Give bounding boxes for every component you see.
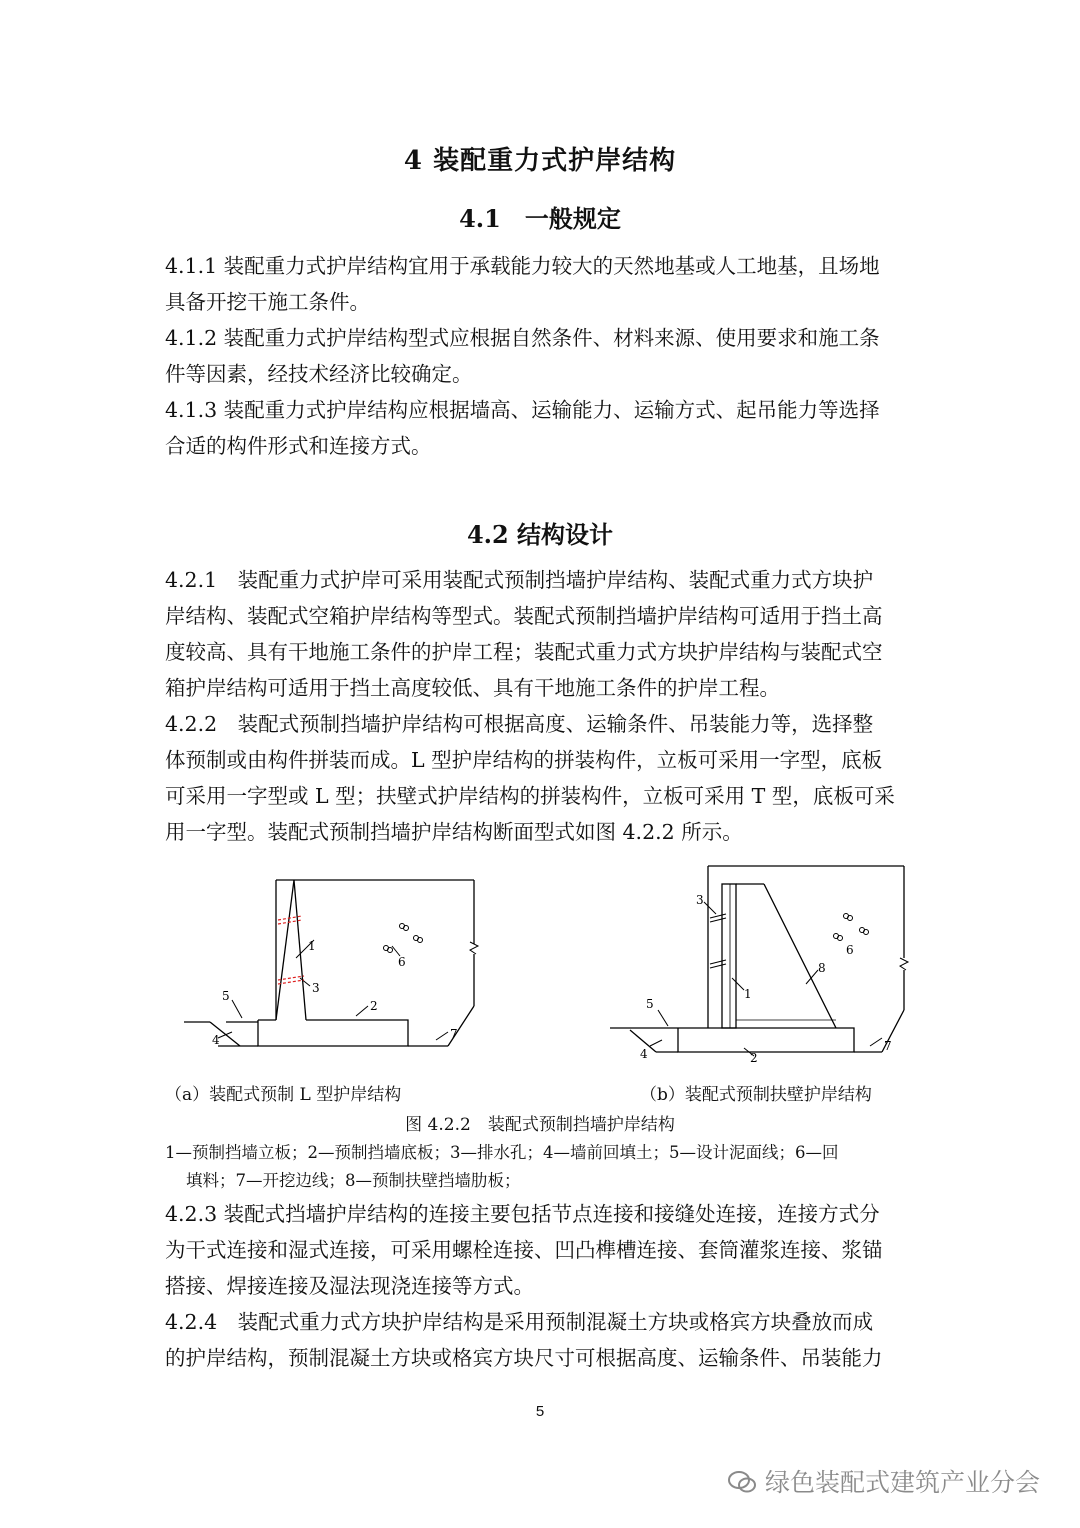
para-4-2-2-line1: 4.2.2 装配式预制挡墙护岸结构可根据高度、运输条件、吊装能力等，选择整 [165,712,874,736]
fig-b-label-1: 1 [744,987,752,1001]
fig-b-label-2: 2 [750,1051,758,1065]
section-4-2-title: 4.2 结构设计 [466,520,614,549]
figure-caption-a: （a）装配式预制 L 型护岸结构 [165,1085,402,1105]
para-4-1-3-line1: 4.1.3 装配重力式护岸结构应根据墙高、运输能力、运输方式、起吊能力等选择 [165,398,880,422]
page-number: 5 [535,1403,545,1420]
para-4-2-1-line4: 箱护岸结构可适用于挡土高度较低、具有干地施工条件的护岸工程。 [165,676,780,700]
fig-a-label-3: 3 [312,981,320,995]
figure-legend-line1: 1—预制挡墙立板；2—预制挡墙底板；3—排水孔；4—墙前回填土；5—设计泥面线；6—回 [165,1143,839,1162]
para-4-2-4-line2: 的护岸结构，预制混凝土方块或格宾方块尺寸可根据高度、运输条件、吊装能力 [165,1346,883,1370]
figure-legend-line2: 填料；7—开挖边线；8—预制扶壁挡墙肋板； [186,1171,521,1190]
fig-b-label-8: 8 [818,961,826,975]
fig-a-label-4: 4 [212,1033,220,1047]
section-4-1-title: 4.1 一般规定 [459,204,621,233]
figure-a-l-type-wall [170,860,490,1060]
fig-a-label-7: 7 [450,1027,458,1041]
para-4-2-3-line1: 4.2.3 装配式挡墙护岸结构的连接主要包括节点连接和接缝处连接，连接方式分 [165,1202,880,1226]
figure-caption-b: （b）装配式预制扶壁护岸结构 [640,1085,872,1105]
fig-b-label-6: 6 [846,943,854,957]
para-4-2-2-line2: 体预制或由构件拼装而成。L 型护岸结构的拼装构件，立板可采用一字型，底板 [165,748,883,772]
fig-a-label-1: 1 [308,939,316,953]
para-4-2-3-line3: 搭接、焊接连接及湿法现浇连接等方式。 [165,1274,534,1298]
fig-b-label-4: 4 [640,1047,648,1061]
fig-a-label-5: 5 [222,989,230,1003]
para-4-2-2-line4: 用一字型。装配式预制挡墙护岸结构断面型式如图 4.2.2 所示。 [165,820,743,844]
para-4-1-2-line2: 件等因素，经技术经济比较确定。 [165,362,473,386]
fig-b-label-3: 3 [696,893,704,907]
figure-title: 图 4.2.2 装配式预制挡墙护岸结构 [405,1115,675,1135]
watermark-text: 绿色装配式建筑产业分会 [764,1468,1040,1497]
para-4-2-3-line2: 为干式连接和湿式连接，可采用螺栓连接、凹凸榫槽连接、套筒灌浆连接、浆锚 [165,1238,883,1262]
para-4-2-1-line2: 岸结构、装配式空箱护岸结构等型式。装配式预制挡墙护岸结构可适用于挡土高 [165,604,883,628]
fig-a-label-2: 2 [370,999,378,1013]
para-4-1-1-line2: 具备开挖干施工条件。 [165,290,370,314]
figure-b-counterfort-wall [600,860,920,1065]
para-4-2-1-line1: 4.2.1 装配重力式护岸可采用装配式预制挡墙护岸结构、装配式重力式方块护 [165,568,874,592]
para-4-1-3-line2: 合适的构件形式和连接方式。 [165,434,432,458]
para-4-2-4-line1: 4.2.4 装配式重力式方块护岸结构是采用预制混凝土方块或格宾方块叠放而成 [165,1310,874,1334]
fig-b-label-5: 5 [646,997,654,1011]
wechat-icon [727,1470,757,1494]
para-4-1-2-line1: 4.1.2 装配重力式护岸结构型式应根据自然条件、材料来源、使用要求和施工条 [165,326,880,350]
fig-a-label-6: 6 [398,955,406,969]
para-4-1-1-line1: 4.1.1 装配重力式护岸结构宜用于承载能力较大的天然地基或人工地基，且场地 [165,254,880,278]
para-4-2-2-line3: 可采用一字型或 L 型；扶壁式护岸结构的拼装构件，立板可采用 T 型，底板可采 [165,784,895,808]
watermark [727,1463,1040,1499]
chapter-title: 4 装配重力式护岸结构 [403,146,677,176]
para-4-2-1-line3: 度较高、具有干地施工条件的护岸工程；装配式重力式方块护岸结构与装配式空 [165,640,883,664]
fig-b-label-7: 7 [884,1039,892,1053]
